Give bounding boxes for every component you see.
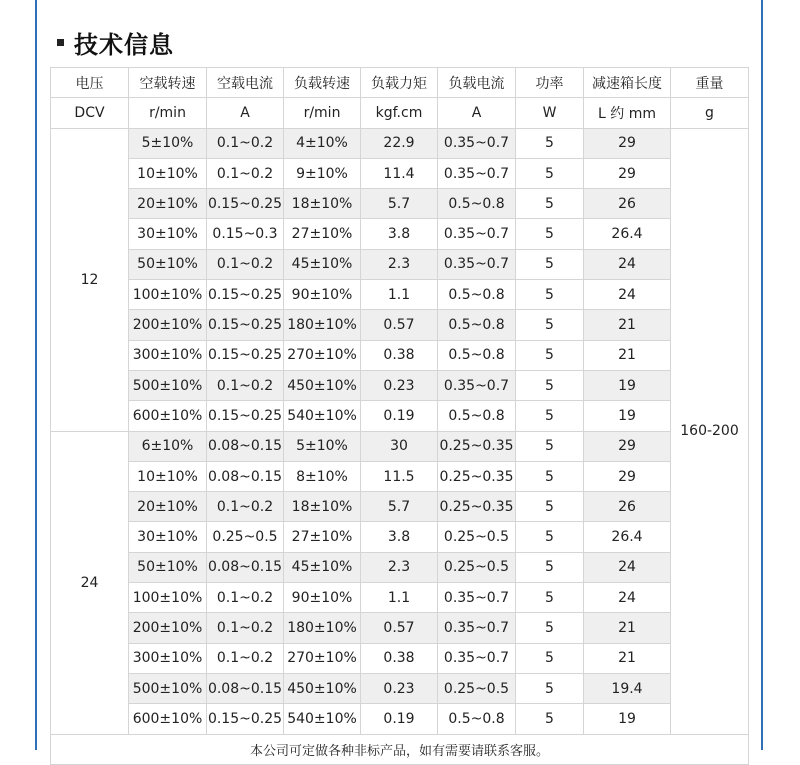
- data-cell: 1.1: [361, 280, 438, 310]
- data-cell: 20±10%: [129, 189, 207, 219]
- data-cell: 0.5~0.8: [438, 280, 516, 310]
- column-header-labels: 电压: [51, 68, 129, 98]
- data-cell: 5: [516, 431, 584, 461]
- data-cell: 21: [584, 613, 671, 643]
- voltage-cell: 24: [51, 431, 129, 734]
- data-cell: 0.38: [361, 340, 438, 370]
- data-cell: 5: [516, 401, 584, 431]
- data-cell: 0.35~0.7: [438, 613, 516, 643]
- data-cell: 0.1~0.2: [207, 158, 284, 188]
- data-cell: 5: [516, 219, 584, 249]
- table-row: [51, 431, 749, 461]
- data-cell: 200±10%: [129, 310, 207, 340]
- data-cell: 4±10%: [284, 128, 361, 158]
- footnote-text: 本公司可定做各种非标产品，如有需要请联系客服。: [51, 734, 749, 764]
- table-row: [51, 673, 749, 703]
- data-cell: 450±10%: [284, 370, 361, 400]
- data-cell: 24: [584, 249, 671, 279]
- footnote-row: [51, 734, 749, 764]
- data-cell: 45±10%: [284, 552, 361, 582]
- column-header-units: r/min: [284, 98, 361, 128]
- data-cell: 27±10%: [284, 522, 361, 552]
- data-cell: 3.8: [361, 219, 438, 249]
- data-cell: 0.1~0.2: [207, 370, 284, 400]
- data-cell: 19.4: [584, 673, 671, 703]
- data-cell: 0.15~0.25: [207, 340, 284, 370]
- data-cell: 30±10%: [129, 219, 207, 249]
- data-cell: 270±10%: [284, 340, 361, 370]
- column-header-units: kgf.cm: [361, 98, 438, 128]
- data-cell: 90±10%: [284, 280, 361, 310]
- table-row: [51, 128, 749, 158]
- data-cell: 200±10%: [129, 613, 207, 643]
- table-row: [51, 370, 749, 400]
- data-cell: 29: [584, 431, 671, 461]
- data-cell: 10±10%: [129, 461, 207, 491]
- data-cell: 0.1~0.2: [207, 249, 284, 279]
- data-cell: 0.25~0.5: [207, 522, 284, 552]
- table-row: [51, 219, 749, 249]
- data-cell: 0.5~0.8: [438, 340, 516, 370]
- data-cell: 30±10%: [129, 522, 207, 552]
- data-cell: 0.08~0.15: [207, 673, 284, 703]
- table-row: [51, 522, 749, 552]
- data-cell: 0.15~0.3: [207, 219, 284, 249]
- data-cell: 0.19: [361, 401, 438, 431]
- data-cell: 27±10%: [284, 219, 361, 249]
- data-cell: 5: [516, 673, 584, 703]
- data-cell: 600±10%: [129, 401, 207, 431]
- data-cell: 29: [584, 158, 671, 188]
- data-cell: 0.35~0.7: [438, 583, 516, 613]
- square-bullet-icon: [57, 39, 64, 46]
- data-cell: 0.25~0.35: [438, 492, 516, 522]
- voltage-cell: 12: [51, 128, 129, 431]
- data-cell: 50±10%: [129, 552, 207, 582]
- data-cell: 600±10%: [129, 704, 207, 734]
- data-cell: 300±10%: [129, 643, 207, 673]
- data-cell: 500±10%: [129, 673, 207, 703]
- data-cell: 0.35~0.7: [438, 249, 516, 279]
- data-cell: 0.57: [361, 613, 438, 643]
- table-row: [51, 280, 749, 310]
- column-header-labels: 减速箱长度: [584, 68, 671, 98]
- data-cell: 5±10%: [129, 128, 207, 158]
- data-cell: 0.5~0.8: [438, 401, 516, 431]
- data-cell: 24: [584, 552, 671, 582]
- header-row-units: [51, 98, 749, 128]
- table-row: [51, 461, 749, 491]
- data-cell: 5: [516, 643, 584, 673]
- data-cell: 29: [584, 461, 671, 491]
- data-cell: 0.15~0.25: [207, 310, 284, 340]
- data-cell: 0.35~0.7: [438, 219, 516, 249]
- data-cell: 26: [584, 492, 671, 522]
- column-header-labels: 空载电流: [207, 68, 284, 98]
- data-cell: 5: [516, 340, 584, 370]
- data-cell: 18±10%: [284, 492, 361, 522]
- data-cell: 21: [584, 310, 671, 340]
- data-cell: 0.25~0.35: [438, 431, 516, 461]
- data-cell: 5: [516, 552, 584, 582]
- data-cell: 0.35~0.7: [438, 370, 516, 400]
- data-cell: 0.23: [361, 370, 438, 400]
- data-cell: 0.15~0.25: [207, 401, 284, 431]
- data-cell: 5: [516, 249, 584, 279]
- data-cell: 0.25~0.5: [438, 673, 516, 703]
- data-cell: 0.5~0.8: [438, 189, 516, 219]
- column-header-units: g: [671, 98, 749, 128]
- data-cell: 0.19: [361, 704, 438, 734]
- data-cell: 300±10%: [129, 340, 207, 370]
- table-row: [51, 492, 749, 522]
- column-header-labels: 功率: [516, 68, 584, 98]
- table-row: [51, 704, 749, 734]
- table-row: [51, 643, 749, 673]
- data-cell: 8±10%: [284, 461, 361, 491]
- column-header-units: A: [207, 98, 284, 128]
- data-cell: 0.23: [361, 673, 438, 703]
- data-cell: 26.4: [584, 522, 671, 552]
- data-cell: 0.1~0.2: [207, 492, 284, 522]
- column-header-units: W: [516, 98, 584, 128]
- data-cell: 0.1~0.2: [207, 613, 284, 643]
- data-cell: 180±10%: [284, 310, 361, 340]
- table-row: [51, 340, 749, 370]
- data-cell: 30: [361, 431, 438, 461]
- data-cell: 19: [584, 704, 671, 734]
- data-cell: 29: [584, 128, 671, 158]
- data-cell: 19: [584, 401, 671, 431]
- column-header-units: DCV: [51, 98, 129, 128]
- data-cell: 100±10%: [129, 583, 207, 613]
- data-cell: 10±10%: [129, 158, 207, 188]
- data-cell: 24: [584, 280, 671, 310]
- column-header-labels: 负载转速: [284, 68, 361, 98]
- data-cell: 0.38: [361, 643, 438, 673]
- data-cell: 2.3: [361, 249, 438, 279]
- column-header-labels: 重量: [671, 68, 749, 98]
- data-cell: 500±10%: [129, 370, 207, 400]
- data-cell: 19: [584, 370, 671, 400]
- data-cell: 5: [516, 583, 584, 613]
- column-header-labels: 空载转速: [129, 68, 207, 98]
- table-row: [51, 189, 749, 219]
- data-cell: 0.57: [361, 310, 438, 340]
- data-cell: 450±10%: [284, 673, 361, 703]
- data-cell: 1.1: [361, 583, 438, 613]
- data-cell: 5: [516, 522, 584, 552]
- data-cell: 0.08~0.15: [207, 552, 284, 582]
- column-header-units: A: [438, 98, 516, 128]
- column-header-labels: 负载电流: [438, 68, 516, 98]
- data-cell: 50±10%: [129, 249, 207, 279]
- data-cell: 5: [516, 370, 584, 400]
- data-cell: 0.15~0.25: [207, 189, 284, 219]
- section-header: [57, 26, 174, 58]
- data-cell: 180±10%: [284, 613, 361, 643]
- data-cell: 0.35~0.7: [438, 128, 516, 158]
- table-row: [51, 310, 749, 340]
- data-cell: 5: [516, 158, 584, 188]
- data-cell: 0.08~0.15: [207, 461, 284, 491]
- data-cell: 5: [516, 613, 584, 643]
- table-row: [51, 613, 749, 643]
- data-cell: 5: [516, 128, 584, 158]
- data-cell: 0.25~0.35: [438, 461, 516, 491]
- spec-table: [50, 67, 749, 765]
- table-row: [51, 552, 749, 582]
- data-cell: 18±10%: [284, 189, 361, 219]
- weight-cell: 160-200: [671, 128, 749, 734]
- data-cell: 100±10%: [129, 280, 207, 310]
- data-cell: 5: [516, 461, 584, 491]
- data-cell: 45±10%: [284, 249, 361, 279]
- data-cell: 9±10%: [284, 158, 361, 188]
- data-cell: 5: [516, 280, 584, 310]
- data-cell: 21: [584, 340, 671, 370]
- data-cell: 6±10%: [129, 431, 207, 461]
- column-header-units: L 约 mm: [584, 98, 671, 128]
- data-cell: 5: [516, 704, 584, 734]
- data-cell: 11.4: [361, 158, 438, 188]
- data-cell: 0.1~0.2: [207, 643, 284, 673]
- data-cell: 26: [584, 189, 671, 219]
- data-cell: 540±10%: [284, 704, 361, 734]
- data-cell: 26.4: [584, 219, 671, 249]
- data-cell: 22.9: [361, 128, 438, 158]
- data-cell: 0.5~0.8: [438, 310, 516, 340]
- data-cell: 0.15~0.25: [207, 704, 284, 734]
- data-cell: 5.7: [361, 189, 438, 219]
- data-cell: 5.7: [361, 492, 438, 522]
- data-cell: 21: [584, 643, 671, 673]
- data-cell: 0.35~0.7: [438, 158, 516, 188]
- data-cell: 5±10%: [284, 431, 361, 461]
- data-cell: 20±10%: [129, 492, 207, 522]
- page-title: 技术信息: [74, 30, 174, 59]
- data-cell: 540±10%: [284, 401, 361, 431]
- data-cell: 0.5~0.8: [438, 704, 516, 734]
- column-header-units: r/min: [129, 98, 207, 128]
- data-cell: 2.3: [361, 552, 438, 582]
- data-cell: 90±10%: [284, 583, 361, 613]
- data-cell: 0.1~0.2: [207, 583, 284, 613]
- header-row-labels: [51, 68, 749, 98]
- data-cell: 270±10%: [284, 643, 361, 673]
- data-cell: 3.8: [361, 522, 438, 552]
- data-cell: 0.25~0.5: [438, 552, 516, 582]
- data-cell: 24: [584, 583, 671, 613]
- data-cell: 0.1~0.2: [207, 128, 284, 158]
- data-cell: 0.08~0.15: [207, 431, 284, 461]
- table-row: [51, 158, 749, 188]
- column-header-labels: 负载力矩: [361, 68, 438, 98]
- table-row: [51, 401, 749, 431]
- data-cell: 5: [516, 310, 584, 340]
- data-cell: 0.35~0.7: [438, 643, 516, 673]
- data-cell: 0.15~0.25: [207, 280, 284, 310]
- data-cell: 11.5: [361, 461, 438, 491]
- data-cell: 5: [516, 492, 584, 522]
- table-row: [51, 249, 749, 279]
- table-row: [51, 583, 749, 613]
- data-cell: 0.25~0.5: [438, 522, 516, 552]
- data-cell: 5: [516, 189, 584, 219]
